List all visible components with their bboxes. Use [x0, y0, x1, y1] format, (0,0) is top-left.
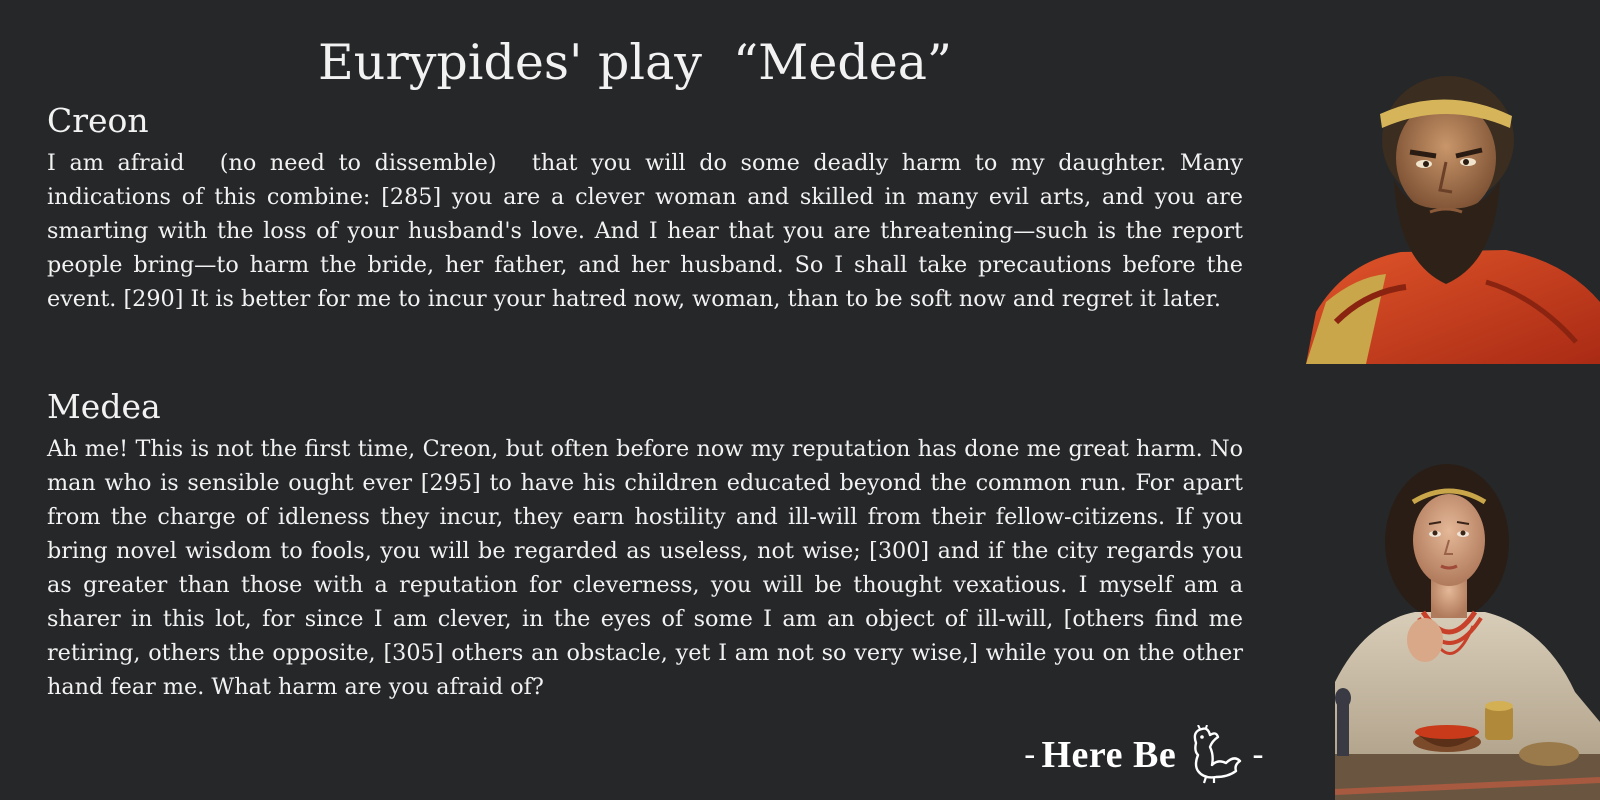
signature-dash-left: - — [1024, 735, 1036, 775]
creon-portrait — [1306, 62, 1600, 364]
signature — [1024, 725, 1264, 785]
page-title: Eurypides' play “Medea” — [318, 34, 952, 91]
speaker-name-medea: Medea — [47, 387, 161, 426]
dragon-icon — [1182, 725, 1246, 785]
speech-medea: Ah me! This is not the first time, Creon, but often before now my reputation has done me great harm. No man who is sensible ought ever [295] to have his children educated beyond the common run. For apart from the charge of idleness they incur, they earn hostility and ill-will from their fellow-citizens. If you bring novel wisdom to fools, you will be regarded as useless, not wise; [300] and if the city regards you as greater than those with a reputation for cleverness, you will be thought vexatious. I myself am a sharer in this lot, for since I am clever, in the eyes of some I am an object of ill-will, [others find me retiring, others the opposite, [305] others an obstacle, yet I am not so very wise,] while you on the other hand fear me. What harm are you afraid of? — [47, 436, 1243, 700]
signature-text: Here Be — [1041, 734, 1177, 776]
speech-creon: I am afraid (no need to dissemble) that you will do some deadly harm to my daughter. Many indications of this combine: [285] you are a clever woman and skilled in many evil arts, and you are smarting with the loss of your husband's love. And I hear that you are threatening—such is the report people bring—to harm the bride, her father, and her husband. So I shall take precautions before the event. [290] It is better for me to incur your hatred now, woman, than to be soft now and regret it later. — [47, 150, 1243, 312]
medea-portrait — [1335, 462, 1600, 800]
speaker-name-creon: Creon — [47, 101, 149, 140]
signature-dash-right: - — [1252, 735, 1264, 775]
